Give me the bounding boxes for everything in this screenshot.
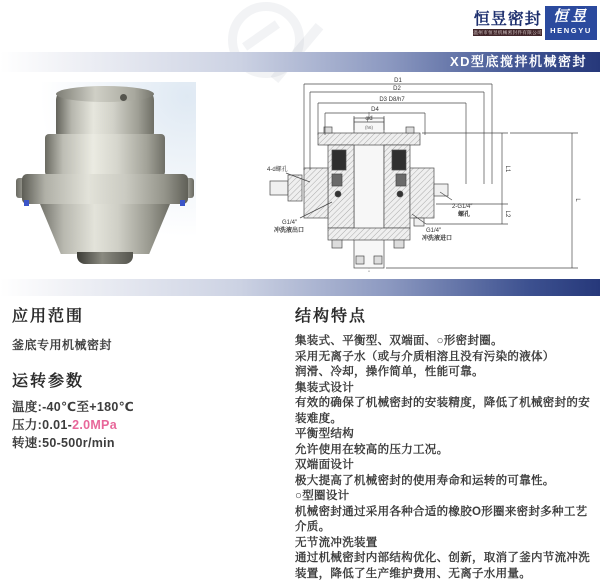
brand-logo-box xyxy=(545,6,597,40)
dim-label-d4: D4 xyxy=(371,107,379,113)
leader-inlet-label: 冲洗液进口 xyxy=(422,236,453,242)
page-title-banner: XD型底搅拌机械密封 xyxy=(0,52,600,72)
feature-subheading: 集装式设计 xyxy=(295,381,354,394)
photo-lower-housing xyxy=(40,204,170,254)
bottom-plate xyxy=(328,228,410,240)
brand-logo-box-cn: 恒昱 xyxy=(552,9,589,25)
param-speed: 转速:50-500r/min xyxy=(12,436,115,450)
features-title: 结构特点 xyxy=(295,308,368,325)
param-temperature: 温度:-40℃至+180℃ xyxy=(12,400,135,414)
feature-line: 通过机械密封内部结构优化、创新，取消了釜内节流冲洗装置，降低了生产维护费用、无离子水用量。 xyxy=(295,552,590,580)
left-column xyxy=(12,303,284,452)
param-pressure xyxy=(12,416,284,434)
brand-logo xyxy=(473,6,597,40)
application-title: 应用范围 xyxy=(12,308,85,325)
photo-gland-collar xyxy=(56,90,154,136)
leader-outlet-label: 冲洗液出口 xyxy=(274,228,305,234)
photo-bottom-ring xyxy=(77,252,133,264)
application-item: 釜底专用机械密封 xyxy=(12,338,113,352)
dim-label-l1: L1 xyxy=(504,165,510,173)
feature-subheading: ○型圈设计 xyxy=(295,490,350,502)
feature-line: 润滑、冷却，操作简单，性能可靠。 xyxy=(295,366,484,378)
leader-inlet-size: G1/4″ xyxy=(426,228,442,234)
feature-line: 有效的确保了机械密封的安装精度，降低了机械密封的安装难度。 xyxy=(295,397,590,425)
feature-subheading: 无节流冲洗装置 xyxy=(295,536,378,549)
cross-section-svg xyxy=(266,72,594,278)
leader-outlet-size: G1/4″ xyxy=(282,220,298,226)
right-column xyxy=(295,303,595,582)
dim-label-shaft: φd xyxy=(365,116,373,122)
right-port xyxy=(434,184,448,196)
photo-blue-pin-right xyxy=(180,200,185,206)
gland-plate xyxy=(318,133,420,145)
brand-tagline: 温州市恒昱机械密封件有限公司 xyxy=(473,30,542,35)
leader-holes-label: 4-d螺孔 xyxy=(267,167,288,173)
feature-line: 机械密封通过采用各种合适的橡胶O形圈来密封多种工艺介质。 xyxy=(295,505,588,533)
photo-middle-drum xyxy=(45,134,165,176)
dim-label-d2: D2 xyxy=(393,86,401,92)
left-pipe xyxy=(270,181,288,195)
photo-flange xyxy=(22,174,188,204)
leader-port-size: 2-G1/4″ xyxy=(452,204,473,210)
param-pressure-prefix: 压力:0.01- xyxy=(12,418,73,432)
feature-line: 允许使用在较高的压力工况。 xyxy=(295,443,449,456)
dim-label-l2: L2 xyxy=(504,210,510,218)
product-photo xyxy=(14,82,196,262)
flange-ring-right xyxy=(410,168,434,218)
parameters-title: 运转参数 xyxy=(12,373,85,390)
pressure-highlight: 2.0MPa xyxy=(72,418,117,432)
brand-logo-box-en: HENGYU xyxy=(550,26,592,35)
dim-label-d1: D1 xyxy=(394,78,402,84)
dim-label-d3: D3 D8/h7 xyxy=(379,97,405,103)
section-divider xyxy=(0,279,600,296)
brand-name: 恒昱密封 xyxy=(473,11,542,28)
feature-line: 集装式、平衡型、双端面、○形密封圈。 xyxy=(295,335,503,347)
dim-label-l: L xyxy=(574,198,580,202)
feature-line: 极大提高了机械密封的使用寿命和运转的可靠性。 xyxy=(295,474,555,487)
flange-ring-left xyxy=(304,168,328,218)
technical-drawing xyxy=(266,72,594,278)
dim-note: (h6) xyxy=(364,125,374,130)
feature-line: 采用无离子水（或与介质相溶且没有污染的液体） xyxy=(295,350,555,363)
feature-subheading: 平衡型结构 xyxy=(295,428,354,440)
photo-blue-pin-left xyxy=(24,200,29,206)
features-list xyxy=(295,334,595,582)
feature-subheading: 双端面设计 xyxy=(295,459,354,471)
leader-port-label: 螺孔 xyxy=(458,212,471,218)
